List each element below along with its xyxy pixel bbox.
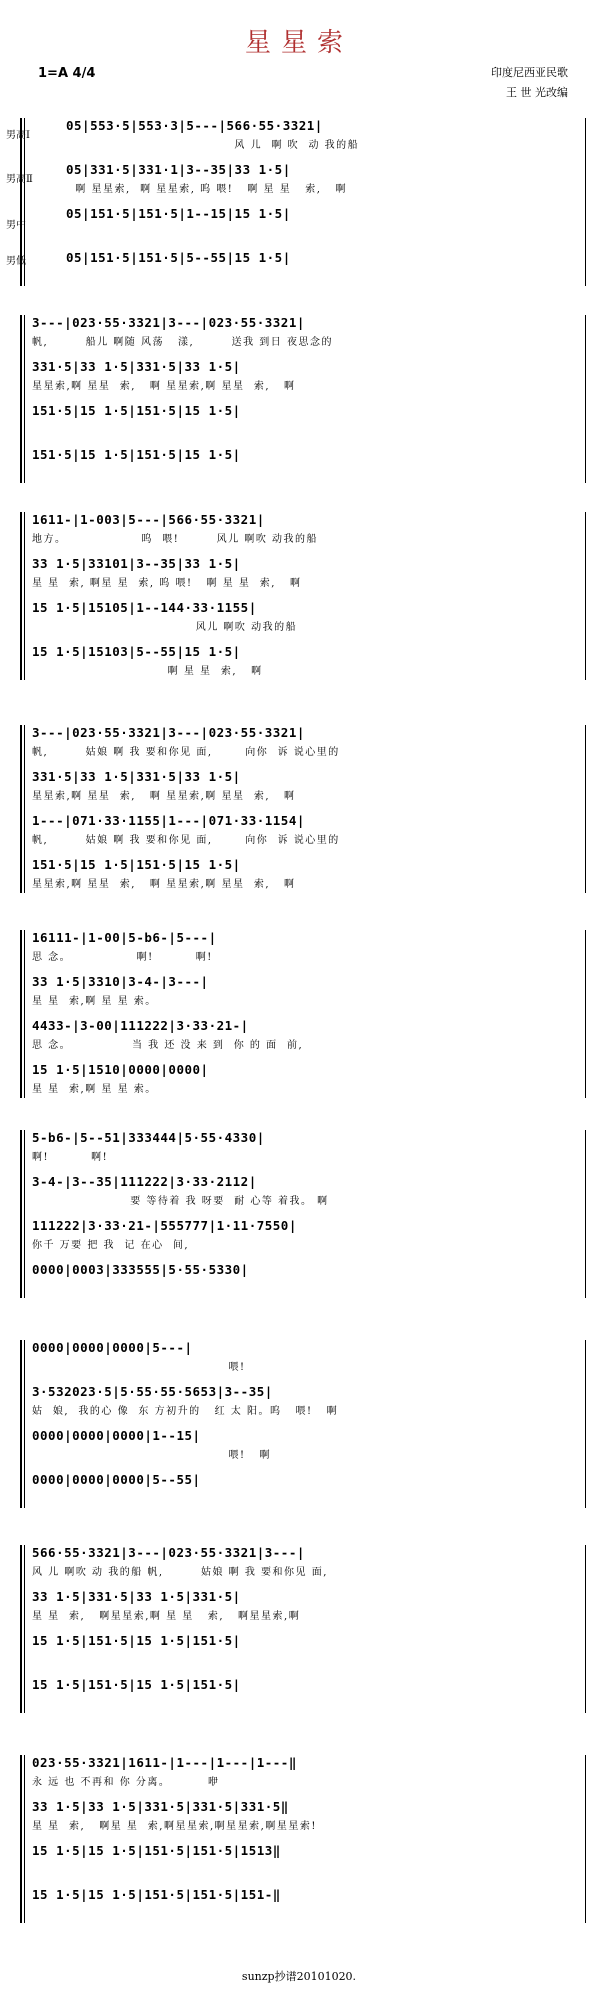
score-system bbox=[10, 1755, 586, 1923]
system-brace bbox=[24, 118, 30, 286]
credit-arranger: 王 世 光改编 bbox=[506, 86, 568, 99]
system-end-barline bbox=[585, 315, 586, 483]
lyric-line bbox=[32, 1490, 586, 1504]
notes-line: 0000|0000|0000|1--15| bbox=[32, 1428, 201, 1443]
voice-row bbox=[66, 206, 586, 226]
voice-row bbox=[32, 1677, 586, 1697]
lyric-line: 帆, 姑娘 啊 我 要和你见 面, 向你 诉 说心里的 bbox=[32, 747, 340, 757]
voice-row bbox=[32, 644, 586, 676]
lyric-line: 啊! 啊! bbox=[32, 1152, 109, 1162]
lyric-line bbox=[32, 1861, 586, 1875]
score-system bbox=[10, 1545, 586, 1713]
notes-line: 331·5|33 1·5|331·5|33 1·5| bbox=[32, 359, 241, 374]
lyric-line: 星星索,啊 星星 索, 啊 星星索,啊 星星 索, 啊 bbox=[32, 381, 296, 391]
notes-line: 15 1·5|15 1·5|151·5|151·5|151-‖ bbox=[32, 1887, 281, 1902]
notes-line: 3---|023·55·3321|3---|023·55·3321| bbox=[32, 725, 305, 740]
lyric-line bbox=[32, 465, 586, 479]
voice-row bbox=[32, 1218, 586, 1250]
part-label-baritone: 男中 bbox=[6, 220, 26, 231]
lyric-line: 思 念。 啊! 啊! bbox=[32, 952, 213, 962]
lyric-line: 地方。 呜 喂! 风儿 啊吹 动我的船 bbox=[32, 534, 319, 544]
voice-row bbox=[32, 1428, 586, 1460]
voice-row bbox=[66, 162, 586, 194]
lyric-line: 星 星 索, 啊星 星 索, 呜 喂! 啊 星 星 索, 啊 bbox=[32, 578, 302, 588]
system-end-barline bbox=[585, 1545, 586, 1713]
credit-origin: 印度尼西亚民歌 bbox=[491, 66, 568, 79]
notes-line: 15 1·5|15103|5--55|15 1·5| bbox=[32, 644, 241, 659]
voice-row bbox=[32, 359, 586, 391]
system-brace bbox=[24, 1130, 30, 1298]
system-brace bbox=[24, 1755, 30, 1923]
voice-row bbox=[32, 857, 586, 889]
notes-line: 3---|023·55·3321|3---|023·55·3321| bbox=[32, 315, 305, 330]
part-label-tenor-2: 男高Ⅱ bbox=[6, 174, 33, 185]
notes-line: 0000|0000|0000|5--55| bbox=[32, 1472, 201, 1487]
part-label-tenor-1: 男高Ⅰ bbox=[6, 130, 30, 141]
notes-line: 1---|071·33·1155|1---|071·33·1154| bbox=[32, 813, 305, 828]
part-label-bass: 男低 bbox=[6, 256, 26, 267]
lyric-line: 啊 星星索, 啊 星星索, 呜 喂! 啊 星 星 索, 啊 bbox=[66, 184, 347, 194]
score-system bbox=[10, 1340, 586, 1508]
lyric-line: 星星索,啊 星星 索, 啊 星星索,啊 星星 索, 啊 bbox=[32, 879, 296, 889]
notes-line: 05|151·5|151·5|1--15|15 1·5| bbox=[66, 206, 291, 221]
score-system bbox=[10, 1130, 586, 1298]
system-brace bbox=[24, 725, 30, 893]
system-end-barline bbox=[585, 118, 586, 286]
score-system bbox=[10, 118, 586, 286]
notes-line: 33 1·5|33101|3--35|33 1·5| bbox=[32, 556, 241, 571]
notes-line: 05|331·5|331·1|3--35|33 1·5| bbox=[66, 162, 291, 177]
voice-row bbox=[32, 447, 586, 467]
voice-row bbox=[32, 1130, 586, 1162]
voice-row bbox=[66, 118, 586, 150]
score-system bbox=[10, 512, 586, 680]
notes-line: 33 1·5|331·5|33 1·5|331·5| bbox=[32, 1589, 241, 1604]
score-system bbox=[10, 315, 586, 483]
system-brace bbox=[24, 1340, 30, 1508]
voice-row bbox=[32, 1589, 586, 1621]
notes-line: 33 1·5|3310|3-4-|3---| bbox=[32, 974, 209, 989]
lyric-line bbox=[32, 1695, 586, 1709]
notes-line: 111222|3·33·21-|555777|1·11·7550| bbox=[32, 1218, 297, 1233]
voice-row bbox=[32, 1887, 586, 1907]
notes-line: 151·5|15 1·5|151·5|15 1·5| bbox=[32, 403, 241, 418]
voice-row bbox=[32, 1799, 586, 1831]
notes-line: 4433-|3-00|111222|3·33·21-| bbox=[32, 1018, 249, 1033]
voice-row bbox=[32, 974, 586, 1006]
lyric-line: 喂! bbox=[32, 1362, 246, 1372]
notes-line: 331·5|33 1·5|331·5|33 1·5| bbox=[32, 769, 241, 784]
voice-row bbox=[32, 1018, 586, 1050]
lyric-line bbox=[32, 1651, 586, 1665]
lyric-line bbox=[66, 268, 586, 282]
score-system bbox=[10, 930, 586, 1098]
lyric-line bbox=[32, 1905, 586, 1919]
voice-row bbox=[32, 1545, 586, 1577]
notes-line: 5-b6-|5--51|333444|5·55·4330| bbox=[32, 1130, 265, 1145]
notes-line: 0000|0003|333555|5·55·5330| bbox=[32, 1262, 249, 1277]
lyric-line: 风 儿 啊 吹 动 我的船 bbox=[66, 140, 360, 150]
voice-row bbox=[32, 725, 586, 757]
lyric-line bbox=[32, 421, 586, 435]
system-end-barline bbox=[585, 930, 586, 1098]
key-signature: 1=A 4/4 bbox=[38, 66, 96, 81]
lyric-line: 帆, 姑娘 啊 我 要和你见 面, 向你 诉 说心里的 bbox=[32, 835, 340, 845]
voice-row bbox=[32, 1472, 586, 1492]
notes-line: 33 1·5|33 1·5|331·5|331·5|331·5‖ bbox=[32, 1799, 289, 1814]
lyric-line: 星 星 索, 啊星星索,啊 星 星 索, 啊星星索,啊 bbox=[32, 1611, 301, 1621]
notes-line: 566·55·3321|3---|023·55·3321|3---| bbox=[32, 1545, 305, 1560]
lyric-line: 风 儿 啊吹 动 我的船 帆, 姑娘 啊 我 要和你见 面, bbox=[32, 1567, 328, 1577]
voice-row bbox=[32, 512, 586, 544]
lyric-line: 姑 娘, 我的心 像 东 方初升的 红 太 阳。呜 喂! 啊 bbox=[32, 1406, 339, 1416]
notes-line: 151·5|15 1·5|151·5|15 1·5| bbox=[32, 447, 241, 462]
lyric-line: 永 远 也 不再和 你 分离。 咿 bbox=[32, 1777, 220, 1787]
system-end-barline bbox=[585, 725, 586, 893]
system-brace bbox=[24, 315, 30, 483]
notes-line: 05|151·5|151·5|5--55|15 1·5| bbox=[66, 250, 291, 265]
system-end-barline bbox=[585, 512, 586, 680]
notes-line: 15 1·5|151·5|15 1·5|151·5| bbox=[32, 1677, 241, 1692]
lyric-line: 你千 万要 把 我 记 在心 间, bbox=[32, 1240, 190, 1250]
lyric-line: 星 星 索,啊 星 星 索。 bbox=[32, 1084, 157, 1094]
system-end-barline bbox=[585, 1340, 586, 1508]
notes-line: 16111-|1-00|5-b6-|5---| bbox=[32, 930, 217, 945]
system-end-barline bbox=[585, 1130, 586, 1298]
lyric-line: 风儿 啊吹 动我的船 bbox=[32, 622, 298, 632]
notes-line: 3·532023·5|5·55·55·5653|3--35| bbox=[32, 1384, 273, 1399]
lyric-line: 星 星 索,啊 星 星 索。 bbox=[32, 996, 157, 1006]
lyric-line: 星星索,啊 星星 索, 啊 星星索,啊 星星 索, 啊 bbox=[32, 791, 296, 801]
voice-row bbox=[32, 769, 586, 801]
lyric-line: 星 星 索, 啊星 星 索,啊星星索,啊星星索,啊星星索! bbox=[32, 1821, 317, 1831]
voice-row bbox=[32, 930, 586, 962]
system-brace bbox=[24, 1545, 30, 1713]
notes-line: 151·5|15 1·5|151·5|15 1·5| bbox=[32, 857, 241, 872]
voice-row bbox=[32, 1340, 586, 1372]
voice-row bbox=[32, 1843, 586, 1863]
voice-row bbox=[32, 1262, 586, 1282]
system-end-barline bbox=[585, 1755, 586, 1923]
voice-row bbox=[32, 813, 586, 845]
notes-line: 023·55·3321|1611-|1---|1---|1---‖ bbox=[32, 1755, 297, 1770]
system-brace bbox=[24, 930, 30, 1098]
voice-row bbox=[32, 1755, 586, 1787]
notes-line: 15 1·5|15105|1--144·33·1155| bbox=[32, 600, 257, 615]
voice-row bbox=[32, 1633, 586, 1653]
footer-credit: sunzp抄谱20101020. bbox=[241, 1970, 357, 1983]
voice-row bbox=[32, 600, 586, 632]
voice-row bbox=[32, 403, 586, 423]
lyric-line bbox=[66, 224, 586, 238]
score-system bbox=[10, 725, 586, 893]
lyric-line: 要 等待着 我 呀要 耐 心等 着我。 啊 bbox=[32, 1196, 329, 1206]
voice-row bbox=[32, 1062, 586, 1094]
lyric-line: 啊 星 星 索, 啊 bbox=[32, 666, 263, 676]
voice-row bbox=[32, 315, 586, 347]
notes-line: 0000|0000|0000|5---| bbox=[32, 1340, 193, 1355]
notes-line: 05|553·5|553·3|5---|566·55·3321| bbox=[66, 118, 323, 133]
lyric-line bbox=[32, 1280, 586, 1294]
voice-row bbox=[32, 1384, 586, 1416]
voice-row bbox=[66, 250, 586, 270]
notes-line: 15 1·5|1510|0000|0000| bbox=[32, 1062, 209, 1077]
page-title: 星星索 bbox=[244, 28, 353, 58]
system-brace bbox=[24, 512, 30, 680]
notes-line: 15 1·5|151·5|15 1·5|151·5| bbox=[32, 1633, 241, 1648]
notes-line: 3-4-|3--35|111222|3·33·2112| bbox=[32, 1174, 257, 1189]
voice-row bbox=[32, 556, 586, 588]
lyric-line: 帆, 船儿 啊随 风荡 漾, 送我 到日 夜思念的 bbox=[32, 337, 333, 347]
voice-row bbox=[32, 1174, 586, 1206]
notes-line: 1611-|1-003|5---|566·55·3321| bbox=[32, 512, 265, 527]
lyric-line: 思 念。 当 我 还 没 来 到 你 的 面 前, bbox=[32, 1040, 304, 1050]
lyric-line: 喂! 啊 bbox=[32, 1450, 272, 1460]
notes-line: 15 1·5|15 1·5|151·5|151·5|1513‖ bbox=[32, 1843, 281, 1858]
